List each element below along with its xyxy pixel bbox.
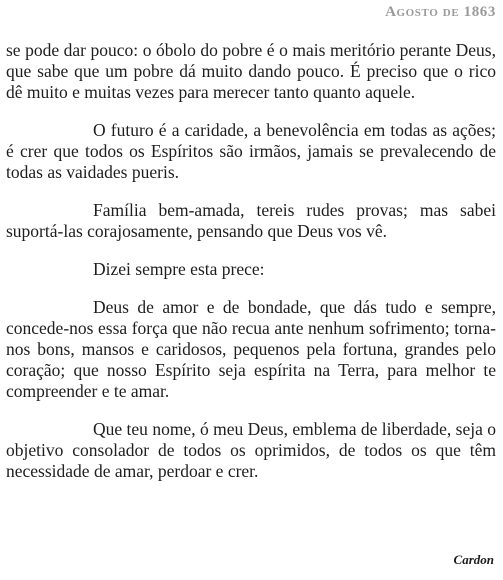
paragraph: O futuro é a caridade, a benevolência em todas as ações; é crer que todos os Espíritos são irmãos, jamais se prevalecendo de todas as vaidades pueris.: [6, 120, 496, 182]
prayer-paragraph: Deus de amor e de bondade, que dás tudo e sempre, concede-nos essa força que não recua ante nenhum sofrimento; torna-nos bons, mansos e caridosos, pequenos pela fortuna, grandes pelo coração; que nosso Espírito seja espírita na Terra, para melhor te compreender e te amar.: [6, 297, 496, 401]
prayer-paragraph: Que teu nome, ó meu Deus, emblema de liberdade, seja o objetivo consolador de todos os oprimidos, de todos os que têm necessidade de amar, perdoar e crer.: [6, 419, 496, 481]
body-text: [6, 40, 496, 499]
paragraph: Família bem-amada, tereis rudes provas; mas sabei suportá-las corajosamente, pensando que Deus vos vê.: [6, 200, 496, 241]
running-header: Agosto de 1863: [385, 4, 496, 20]
paragraph-continuation: se pode dar pouco: o óbolo do pobre é o mais meritório perante Deus, que sabe que um pobre dá muito dando pouco. É preciso que o rico dê muito e muitas vezes para merecer tanto quanto aquele.: [6, 40, 496, 102]
signature: Cardon: [453, 552, 494, 567]
paragraph: Dizei sempre esta prece:: [93, 259, 265, 279]
